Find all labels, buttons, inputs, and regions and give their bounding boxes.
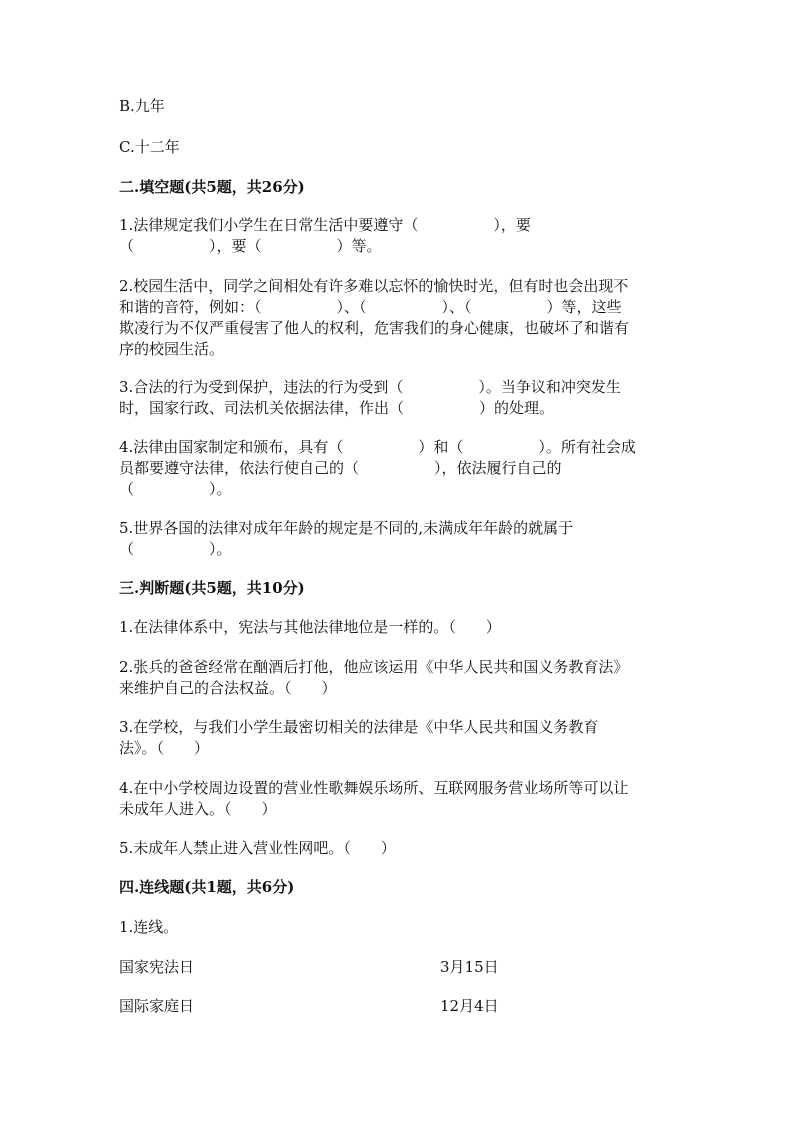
match-left-item: 国际家庭日 bbox=[119, 997, 195, 1015]
match-right-item: 3月15日 bbox=[440, 958, 499, 976]
fill-q2-line1: 2.校园生活中，同学之间相处有许多难以忘怀的愉快时光，但有时也会出现不 bbox=[119, 277, 629, 295]
section-heading-match: 四.连线题(共1题，共6分) bbox=[119, 878, 295, 896]
fill-q1-line1: 1.法律规定我们小学生在日常生活中要遵守（ ），要 bbox=[119, 216, 531, 234]
section-heading-judge: 三.判断题(共5题，共10分) bbox=[119, 579, 305, 597]
judge-q3-line2: 法》。（ ） bbox=[119, 739, 210, 757]
section-heading-fill: 二.填空题(共5题，共26分) bbox=[119, 178, 305, 196]
fill-q1-line2: （ ），要（ ）等。 bbox=[119, 237, 382, 255]
fill-q4-line1: 4.法律由国家制定和颁布，具有（ ）和（ ）。所有社会成 bbox=[119, 438, 636, 456]
judge-q4-line1: 4.在中小学校周边设置的营业性歌舞娱乐场所、互联网服务营业场所等可以让 bbox=[119, 779, 629, 797]
match-right-item: 12月4日 bbox=[440, 997, 499, 1015]
judge-q3-line1: 3.在学校，与我们小学生最密切相关的法律是《中华人民共和国义务教育 bbox=[119, 718, 599, 736]
fill-q2-line3: 欺凌行为不仅严重侵害了他人的权利，危害我们的身心健康，也破坏了和谐有 bbox=[119, 319, 630, 337]
option-c: C.十二年 bbox=[119, 138, 180, 156]
judge-q2-line1: 2.张兵的爸爸经常在酗酒后打他，他应该运用《中华人民共和国义务教育法》 bbox=[119, 658, 629, 676]
fill-q5-line2: （ ）。 bbox=[119, 540, 232, 558]
judge-q5-line1: 5.未成年人禁止进入营业性网吧。（ ） bbox=[119, 839, 396, 857]
fill-q2-line2: 和谐的音符，例如：（ ）、（ ）、（ ）等，这些 bbox=[119, 298, 622, 316]
judge-q4-line2: 未成年人进入。（ ） bbox=[119, 800, 277, 818]
judge-q1-line1: 1.在法律体系中，宪法与其他法律地位是一样的。（ ） bbox=[119, 618, 501, 636]
fill-q2-line4: 序的校园生活。 bbox=[119, 340, 225, 358]
fill-q3-line2: 时，国家行政、司法机关依据法律，作出（ ）的处理。 bbox=[119, 399, 555, 417]
match-left-item: 国家宪法日 bbox=[119, 958, 195, 976]
fill-q4-line2: 员都要遵守法律，依法行使自己的（ ），依法履行自己的 bbox=[119, 459, 562, 477]
fill-q5-line1: 5.世界各国的法律对成年年龄的规定是不同的,未满成年年龄的就属于 bbox=[119, 519, 574, 537]
fill-q3-line1: 3.合法的行为受到保护，违法的行为受到（ ）。当争议和冲突发生 bbox=[119, 378, 621, 396]
fill-q4-line3: （ ）。 bbox=[119, 480, 232, 498]
match-instruction: 1.连线。 bbox=[119, 918, 179, 936]
option-b: B.九年 bbox=[119, 97, 165, 115]
judge-q2-line2: 来维护自己的合法权益。（ ） bbox=[119, 679, 337, 697]
